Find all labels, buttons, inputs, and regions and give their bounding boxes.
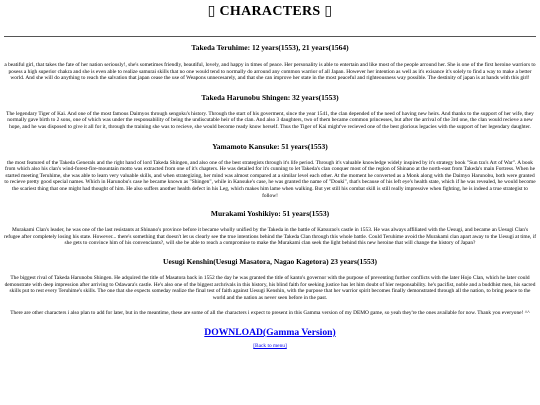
- page-title-text: CHARACTERS: [219, 4, 321, 19]
- character-section-shingen: [0, 93, 540, 131]
- download-link[interactable]: DOWNLOAD(Gamma Version): [204, 326, 336, 338]
- character-description: Murakami Clan's leader, he was one of the last resistants at Shinano's province before it became wholly unified by the Takeda in the battle of Katsurao's castle in 1553. He was always affiliated with the Uesugi, and became an Uesugi Clan's refugee after completely losing his state. However... there's something that doesn't let us clearly see the true intentions behind the Takeda Clan through this whole battle. Could Teruhime avoid the Murakami clan apart away to the Uesugi at time, if she gets to convince him of his convenciants?, will she be able to reach a compromise to make the Murakami clan seek the light behind this new heroine that will change the history of Japan?: [4, 227, 536, 247]
- character-description: The biggest rival of Takeda Harunobu Shingen. He adquired the title of Masatora back in 1552 the day he was granted the title of kanto's governor with the purpose of preventing further conflicts with the later Hojo Clan, which he later could demonstrate with deep impression after arriving to Odawara's castle. He's also one of the biggest archrivals in this history, his blind faith for seeking justice has let him doubt of hier responsability. he's pacifist, noble and a buddhist men, his sacred skills put to rest every Teruhime's skills. The one that she expects someday realize the final test of faith against Uesugi Kenshin, with the purpose that her warrior spirit becomes finally demonstrated through all the nation, to bring peace to the world and the nation as never seen before in the past.: [4, 274, 536, 301]
- character-name: Yamamoto Kansuke: 51 years(1553): [212, 141, 328, 151]
- character-description: a beatiful girl, that takes the fate of her nation seriously!, she's sometimes friendly, beautiful, lovely, and happy in times of peace. Her personality is able to entertain and like most of the people arround her. She is one of the first heroine warriors to posess a high superior chakra and she is even able to realize samurai skills that no one would tend to normally do arround any common warrior of all Japan. However her intention as well as it's exisance it's solely to find a way to make a better world. And she will do anything to reach the salvation that japan cease the use of Weapons unnecesarely, and that she can improve her state in the most peaceful and righteousness way possible. The destinity of japan is at hands with this girl!: [4, 62, 536, 82]
- character-name: Murakami Yoshikiyo: 51 years(1553): [210, 209, 330, 219]
- character-section-kenshin: [0, 257, 540, 301]
- character-name: Uesugi Kenshin(Uesugi Masatora, Nagao Kagetora) 23 years(1553): [163, 256, 377, 266]
- character-description: The legendary Tiger of Kai. And one of the most famous Daimyos through sengoku's history. Through the start of his goverment, since the year 1541, the clan depended of the need of having new heirs. And thanks to the support of her wife, they normally gave birth to 2 sons, one of which was under the responsability of being the undiscutable heir of the clan. And also 3 daughters, two of them became common princesses, but after the arrival of the 3rd one, the clan would recieve a new hope, and he was disposed to give it all for it, through the training she was to recieve, she would become ready know herself. Thus the Tiger of Kai might've recieved one of the best glorious legacies with the support of her legendary daughter.: [6, 110, 534, 130]
- back-to-menu-link[interactable]: [Back to menu]: [253, 342, 287, 349]
- character-description: the most featured of the Takeda Generals and the right hand of lord Takeda Shingen, and also one of the best strategists through it's life period. Through it's valuable knowledge widely inspired by it's strategy book "Sun tzu's Art of War". A book from which also his clan's wind-forest-fire-mountain motto was extracted from one of it's chapters. He was detailed for it's cunning to let Takeda's clan conquer most of the region of Shinano at the north-east from Takeda's main Fortress. When he started meeting Teruhime, she was able to learn very valuable skills, and when strategizing, her mind was almost compared at a similar level each other. At the moment he converted as a Monk along with the Daimyo Harunobu, both were granted to recieve pretty good special names. Which in Harunobu's case he became known as "Shingen", while in Kansuke's case, he was granted the name of "Douki", that's because of his left eye's health state, which if he was revealed, he would become the scariest thing that one might had thought of him. He also suffers another health defect in his Leg, which makes him lame when walking. But yet still his combat skill is still really impressive when fighting, he is indeed a true strategist to follow!: [4, 159, 536, 199]
- character-section-kansuke: [0, 142, 540, 200]
- character-name: Takeda Harunobu Shingen: 32 years(1553): [201, 92, 339, 102]
- character-name: Takeda Teruhime: 12 years(1553), 21 years(1564): [191, 43, 349, 52]
- page-title: [0, 0, 540, 28]
- back-row: [0, 343, 540, 350]
- character-section-yoshikiyo: [0, 209, 540, 247]
- closing-note: There are other characters i also plan to add for later, but in the meantime, these are some of all the characters i expect to present in this Gamma version of my DEMO game, so yeah they're the ones available for now. Thank you everyone! ^^: [10, 310, 530, 317]
- character-section-teruhime: [0, 43, 540, 82]
- placeholder-glyph-icon: ▯: [207, 4, 216, 19]
- placeholder-glyph-icon: ▯: [324, 4, 333, 19]
- download-row: [0, 327, 540, 339]
- divider: [4, 36, 536, 37]
